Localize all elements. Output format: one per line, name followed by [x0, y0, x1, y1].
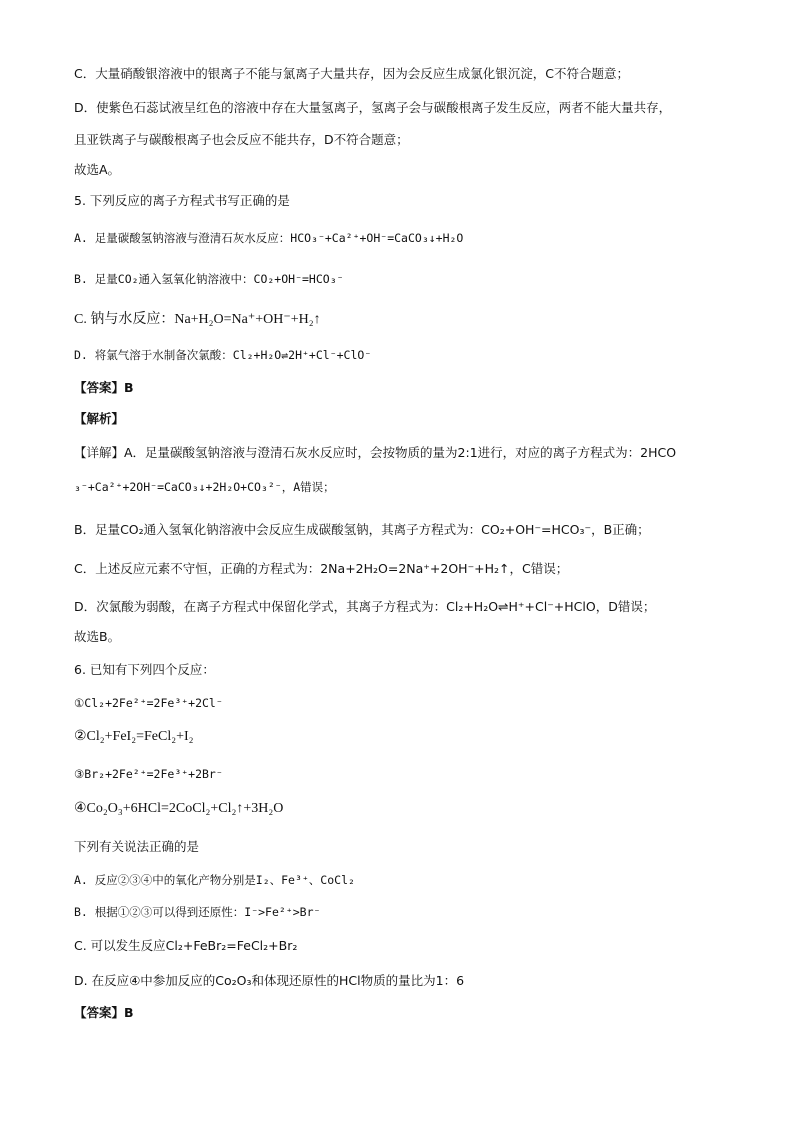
option-c: C. 可以发生反应Cl₂+FeBr₂=FeCl₂+Br₂: [74, 938, 298, 953]
option-d: D. 将氯气溶于水制备次氯酸：Cl₂+H₂O⇌2H⁺+Cl⁻+ClO⁻: [74, 348, 372, 362]
reaction-1: ①Cl₂+2Fe²⁺=2Fe³⁺+2Cl⁻: [74, 696, 223, 710]
option-b: B. 根据①②③可以得到还原性：I⁻>Fe²⁺>Br⁻: [74, 905, 321, 919]
text-line: C．大量硝酸银溶液中的银离子不能与氯离子大量共存，因为会反应生成氯化银沉淀，C不符合题意；: [74, 66, 629, 81]
prompt-text: 下列有关说法正确的是: [74, 839, 200, 854]
option-a: A. 反应②③④中的氧化产物分别是I₂、Fe³⁺、CoCl₂: [74, 873, 355, 887]
reaction-3: ③Br₂+2Fe²⁺=2Fe³⁺+2Br⁻: [74, 767, 223, 781]
question-title: 6. 已知有下列四个反应：: [74, 662, 215, 677]
option-b: B. 足量CO₂通入氢氧化钠溶液中：CO₂+OH⁻=HCO₃⁻: [74, 272, 344, 286]
text-line: 故选A。: [74, 162, 121, 177]
detail-a-line1: 【详解】A．足量碳酸氢钠溶液与澄清石灰水反应时，会按物质的量为2:1进行，对应的离子方程式为：2HCO: [74, 445, 677, 460]
text-line: 且亚铁离子与碳酸根离子也会反应不能共存，D不符合题意；: [74, 132, 409, 147]
conclusion: 故选B。: [74, 629, 121, 644]
option-c: C. 钠与水反应：Na+H₂O=Na⁺+OH⁻+H₂↑: [74, 312, 321, 327]
detail-a-line2: ₃⁻+Ca²⁺+2OH⁻=CaCO₃↓+2H₂O+CO₃²⁻，A错误；: [74, 480, 335, 494]
answer-label: 【答案】B: [74, 380, 134, 395]
question-title: 5. 下列反应的离子方程式书写正确的是: [74, 193, 290, 208]
reaction-4: ④Co₂O₃+6HCl=2CoCl₂+Cl₂↑+3H₂O: [74, 801, 284, 816]
analysis-label: 【解析】: [74, 411, 125, 426]
detail-b: B．足量CO₂通入氢氧化钠溶液中会反应生成碳酸氢钠，其离子方程式为：CO₂+OH⁻=HCO₃⁻，B正确；: [74, 522, 650, 537]
reaction-2: ②Cl₂+FeI₂=FeCl₂+I₂: [74, 729, 194, 744]
text-line: D．使紫色石蕊试液呈红色的溶液中存在大量氢离子，氢离子会与碳酸根离子发生反应，两者不能大量共存，: [74, 100, 672, 115]
detail-d: D．次氯酸为弱酸，在离子方程式中保留化学式，其离子方程式为：Cl₂+H₂O⇌H⁺+Cl⁻+HClO，D错误；: [74, 599, 656, 614]
answer-label: 【答案】B: [74, 1005, 134, 1020]
option-a: A. 足量碳酸氢钠溶液与澄清石灰水反应：HCO₃⁻+Ca²⁺+OH⁻=CaCO₃↓+H₂O: [74, 231, 464, 245]
option-d: D. 在反应④中参加反应的Co₂O₃和体现还原性的HCl物质的量比为1：6: [74, 973, 465, 988]
detail-c: C．上述反应元素不守恒，正确的方程式为：2Na+2H₂O=2Na⁺+2OH⁻+H₂↑，C错误；: [74, 561, 569, 576]
